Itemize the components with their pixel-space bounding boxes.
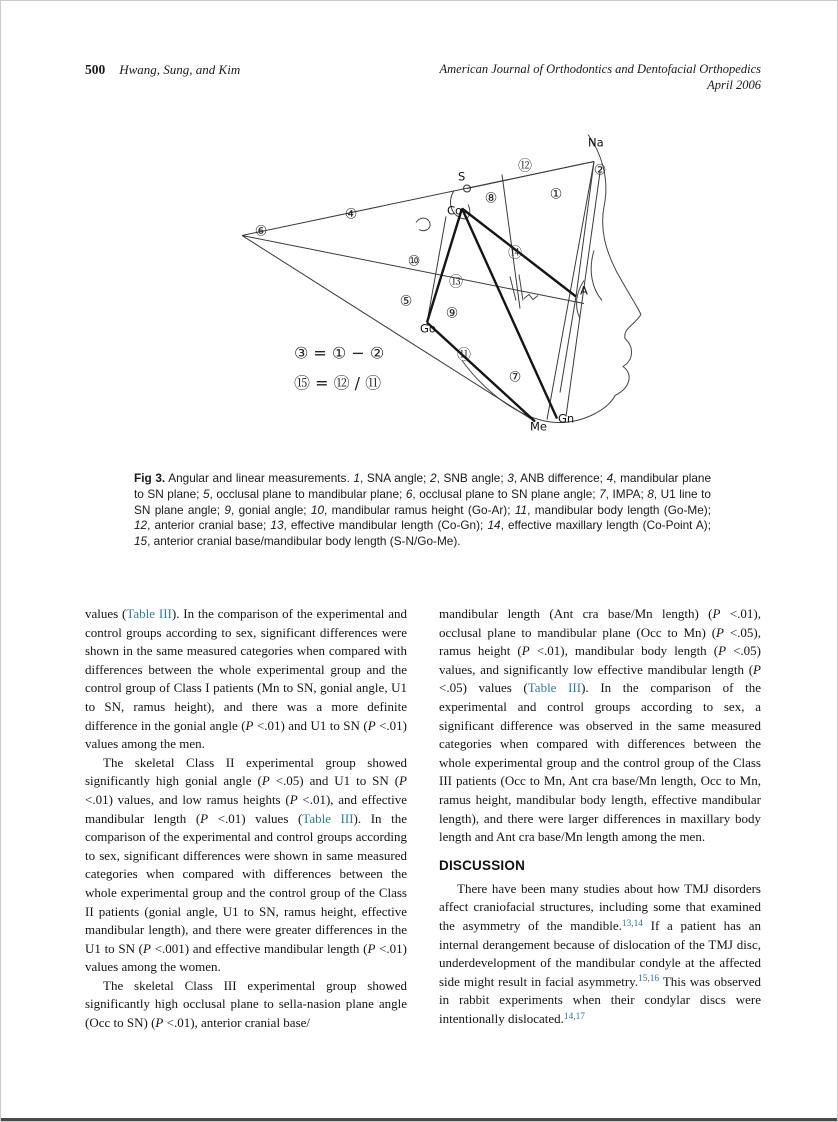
italic-text: P <box>718 643 727 659</box>
circled-number-1: ① <box>549 186 563 203</box>
text-segment: ). In the comparison of the experimental and control groups according to sex, significant differences were shown in same measured categories when compared with differences between the whole experimental group and the control group of the Class II patients (gonial angle, U1 to SN, ramus height, effective mandibular length), and there were greater differences in the U1 to SN ( <box>85 810 407 956</box>
text-segment: values ( <box>85 606 127 621</box>
circled-number-9: ⑨ <box>445 305 459 322</box>
table-ref-link[interactable]: Table III <box>126 606 172 621</box>
paragraph <box>439 880 761 1029</box>
landmark-label-s: S <box>458 169 466 184</box>
text-segment: <.01) values, and low ramus heights ( <box>85 791 290 807</box>
bold-text: Fig 3. <box>134 471 166 485</box>
text-segment: , ANB difference; <box>513 471 607 485</box>
text-segment: ). In the comparison of the experimental and control groups according to sex, significant differences were shown in the same measured categories when compared with differences between the whole experimental group and the control group of Class I patients (Mn to SN, gonial angle, U1 to SN, ramus height), and there was a more definite difference in the gonial angle ( <box>85 606 407 733</box>
figure-caption <box>134 471 711 550</box>
text-segment: , mandibular ramus height (Go-Ar); <box>324 502 515 517</box>
italic-text: P <box>521 643 530 659</box>
italic-text: 6 <box>405 486 413 501</box>
circled-number-14: ⑭ <box>508 245 522 262</box>
running-head-right <box>440 61 762 93</box>
landmark-label-go: Go <box>420 321 436 336</box>
italic-text: 3 <box>507 471 514 485</box>
italic-text: 13 <box>270 518 284 533</box>
figure-equation-2: ⑮ = ⑫ / ⑪ <box>294 373 382 393</box>
text-segment: , anterior cranial base; <box>147 518 271 533</box>
text-segment: <.01), anterior cranial base/ <box>163 1015 311 1031</box>
text-segment: <.05) and U1 to SN ( <box>269 773 400 789</box>
italic-text: 14 <box>487 518 501 533</box>
text-segment: If a patient has an internal derangement because of dislocation of the TMJ disc, underdevelopment of the mandibular condyle at the affected side might result in facial asymmetry. <box>439 917 761 989</box>
italic-text: P <box>753 661 761 677</box>
text-segment: , SNA angle; <box>359 471 431 485</box>
text-segment: <.01), mandibular body length ( <box>529 643 719 659</box>
circled-number-4: ④ <box>344 206 358 223</box>
text-segment: , IMPA; <box>605 486 648 501</box>
body-columns <box>85 605 761 1033</box>
italic-text: P <box>399 773 407 789</box>
text-segment: <.05), ramus height ( <box>439 624 761 659</box>
italic-text: 12 <box>134 518 148 533</box>
landmark-label-me: Me <box>530 419 547 434</box>
citation-ref[interactable]: 13,14 <box>621 918 643 929</box>
italic-text: P <box>716 624 724 640</box>
italic-text: P <box>155 1015 164 1031</box>
issue-date: April 2006 <box>707 78 761 92</box>
right-column <box>439 605 761 1033</box>
circled-number-12: ⑫ <box>518 158 532 175</box>
italic-text: P <box>367 940 376 956</box>
text-segment: , mandibular plane to SN plane; <box>134 471 712 501</box>
circled-number-6: ⑥ <box>254 223 268 240</box>
cephalometric-tracing <box>164 129 724 467</box>
italic-text: 2 <box>430 471 437 485</box>
paragraph <box>439 605 761 847</box>
text-segment: , anterior cranial base/mandibular body length (S-N/Go-Me). <box>147 534 461 549</box>
figure-equation-1: ③ = ① − ② <box>294 343 385 363</box>
landmark-label-gn: Gn <box>558 411 575 426</box>
running-head-left <box>85 61 240 79</box>
paragraph <box>85 977 407 1033</box>
circled-number-2: ② <box>593 162 607 179</box>
figure-3 <box>164 129 724 467</box>
citation-ref[interactable]: 15,16 <box>638 974 660 985</box>
page-bottom-edge <box>1 1118 837 1121</box>
section-heading-discussion: DISCUSSION <box>439 857 526 873</box>
text-segment: The skeletal Class II experimental group showed significantly high gonial angle ( <box>85 754 407 789</box>
text-segment: Angular and linear measurements. <box>165 471 354 485</box>
circled-number-5: ⑤ <box>399 293 413 310</box>
text-segment: <.01) values ( <box>208 810 303 826</box>
right-column-bottom <box>439 880 761 1029</box>
circled-number-11: ⑪ <box>457 347 471 364</box>
right-column-top <box>439 605 761 847</box>
journal-title: American Journal of Orthodontics and Dentofacial Orthopedics <box>439 62 761 76</box>
landmark-label-na: Na <box>588 135 604 150</box>
text-segment: <.05) values ( <box>439 680 528 696</box>
italic-text: 7 <box>599 486 606 501</box>
citation-ref[interactable]: 14,17 <box>563 1011 585 1022</box>
text-segment: <.05) values, and significantly low effective mandibular length ( <box>439 643 761 677</box>
text-segment: <.001) and effective mandibular length ( <box>150 940 368 956</box>
text-segment: , effective mandibular length (Co-Gn); <box>283 518 488 533</box>
text-segment: , mandibular body length (Go-Me); <box>527 502 711 517</box>
text-segment: , gonial angle; <box>230 502 311 517</box>
italic-text: 1 <box>353 471 360 485</box>
landmark-label-a: A <box>580 283 588 298</box>
text-segment: , SNB angle; <box>436 471 508 485</box>
circled-number-8: ⑧ <box>484 190 498 207</box>
running-authors: Hwang, Sung, and Kim <box>119 62 241 77</box>
italic-text: 8 <box>647 486 654 501</box>
italic-text: P <box>142 940 151 956</box>
italic-text: 15 <box>134 534 148 549</box>
landmark-label-co: Co <box>447 203 463 218</box>
text-segment: There have been many studies about how TMJ disorders affect craniofacial structures, including some that examined the asymmetry of the mandible. <box>439 880 761 933</box>
italic-text: P <box>261 773 270 789</box>
page-number: 500 <box>85 62 106 77</box>
text-segment: , occlusal plane to mandibular plane; <box>209 486 406 501</box>
text-segment: <.01) and U1 to SN ( <box>253 717 368 733</box>
text-segment: , occlusal plane to SN plane angle; <box>412 486 600 501</box>
paragraph <box>85 754 407 977</box>
text-segment: This was observed in rabbit experiments when their condylar discs were intentionally dislocated. <box>439 973 761 1026</box>
italic-text: P <box>712 606 721 621</box>
italic-text: P <box>289 791 298 807</box>
italic-text: 10 <box>310 502 325 517</box>
text-segment: The skeletal Class III experimental group showed significantly high occlusal plane to sella-nasion plane angle (Occ to SN) ( <box>85 977 407 1031</box>
text-segment: <.01), and effective mandibular length ( <box>85 791 407 826</box>
text-segment: ). In the comparison of the experimental and control groups according to sex, a significant difference was observed in the same measured categories when compared with differences between the whole experimental group and the control group of the Class III patients (Occ to Mn, Ant cra base/Mn length, Occ to Mn, ramus height, mandibular body length, effective mandibular length), and there were larger differences in maxillary body length and Ant cra base/Mn length among the men. <box>439 680 761 845</box>
italic-text: P <box>245 717 254 733</box>
table-ref-link[interactable]: Table III <box>527 680 582 696</box>
italic-text: 4 <box>606 471 614 485</box>
paragraph <box>85 605 407 754</box>
text-segment: <.01) values among the men. <box>85 717 407 752</box>
italic-text: 11 <box>514 502 528 517</box>
left-column <box>85 605 407 1033</box>
italic-text: 5 <box>202 486 210 501</box>
text-segment: mandibular length (Ant cra base/Mn length) ( <box>439 606 713 621</box>
text-segment: <.01), occlusal plane to mandibular plane (Occ to Mn) ( <box>439 606 761 640</box>
text-segment: , effective maxillary length (Co-Point A); <box>500 518 711 533</box>
text-segment: <.01) values among the women. <box>85 940 407 975</box>
circled-number-10: ⑩ <box>407 253 421 270</box>
italic-text: P <box>200 810 209 826</box>
circled-number-7: ⑦ <box>508 369 522 386</box>
italic-text: P <box>367 717 376 733</box>
page-header <box>85 61 761 93</box>
text-segment: , U1 line to SN plane angle; <box>134 486 711 517</box>
circled-number-13: ⑬ <box>449 274 463 291</box>
italic-text: 9 <box>224 502 231 517</box>
table-ref-link[interactable]: Table III <box>302 810 354 826</box>
